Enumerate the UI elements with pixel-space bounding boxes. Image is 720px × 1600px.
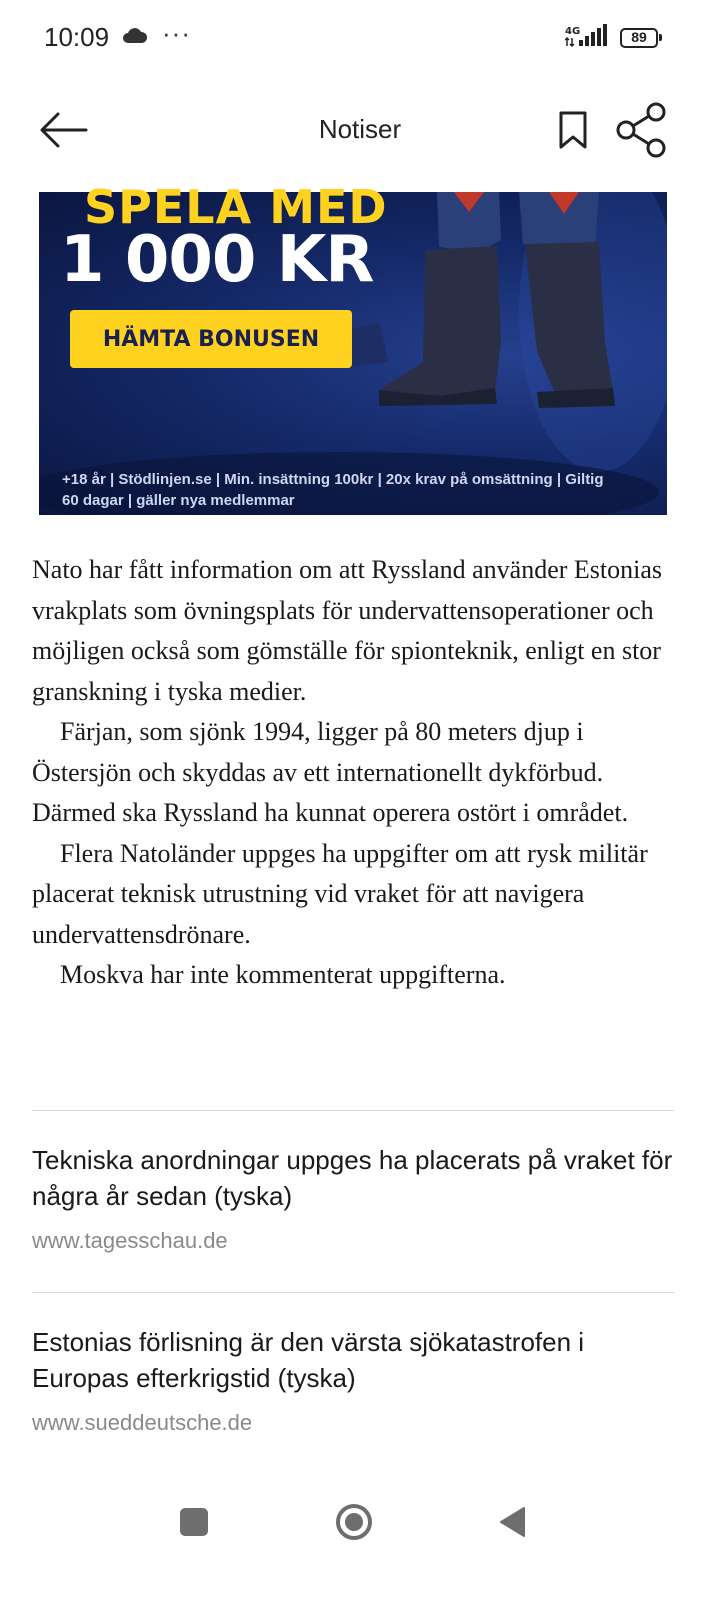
page-title: Notiser (318, 114, 402, 144)
status-bar (0, 0, 720, 80)
divider (32, 1292, 674, 1293)
article-paragraph: Moskva har inte kommenterat uppgifterna. (60, 960, 506, 989)
ad-disclaimer: +18 år | Stödlinjen.se | Min. insättning 100kr | 20x krav på omsättning | Giltig 60 dagar | gäller nya medlemmar (62, 471, 604, 509)
recent-apps-icon[interactable] (180, 1508, 208, 1536)
related-link[interactable] (32, 1142, 682, 1254)
article-paragraph: Nato har fått information om att Ryssland använder Estonias vrakplats som övningsplats för undervattensoperationer och möjligen också som gömställe för spionteknik, enligt en stor granskning i tyska medier. (32, 555, 663, 706)
ad-cta-button[interactable]: HÄMTA BONUSEN (70, 310, 352, 368)
cloud-icon (122, 28, 148, 49)
related-link-source: www.sueddeutsche.de (32, 1410, 253, 1435)
back-icon[interactable] (498, 1506, 526, 1538)
ad-headline: SPELA MED (84, 180, 388, 234)
share-icon (612, 102, 670, 158)
related-link-title[interactable]: Estonias förlisning är den värsta sjökatastrofen i Europas efterkrigstid (tyska) (32, 1327, 585, 1393)
network-type-label: 4G (565, 26, 581, 37)
article-body (32, 550, 682, 996)
more-dots-icon: ··· (162, 18, 191, 48)
system-nav-bar (0, 1470, 720, 1580)
divider (32, 1110, 674, 1111)
related-link-title[interactable]: Tekniska anordningar uppges ha placerats på vraket för några år sedan (tyska) (32, 1145, 673, 1211)
article-paragraph: Flera Natoländer uppges ha uppgifter om att rysk militär placerat teknisk utrustning vid vraket för att navigera undervattensdrönare. (32, 838, 648, 949)
bookmark-icon (556, 108, 590, 152)
ad-amount: 1 000 KR (60, 223, 374, 297)
status-time: 10:09 (44, 22, 110, 52)
app-bar (0, 90, 720, 170)
related-link[interactable] (32, 1324, 682, 1436)
article-paragraph: Färjan, som sjönk 1994, ligger på 80 meters djup i Östersjön och skyddas av ett internationellt dykförbud. Därmed ska Ryssland ha kunnat operera ostört i området. (32, 717, 629, 827)
related-link-source: www.tagesschau.de (32, 1228, 228, 1253)
home-icon[interactable] (334, 1502, 374, 1542)
signal-icon (565, 24, 611, 55)
battery-icon: 89 (620, 28, 658, 48)
share-button[interactable] (612, 102, 670, 158)
bookmark-button[interactable] (556, 108, 590, 152)
